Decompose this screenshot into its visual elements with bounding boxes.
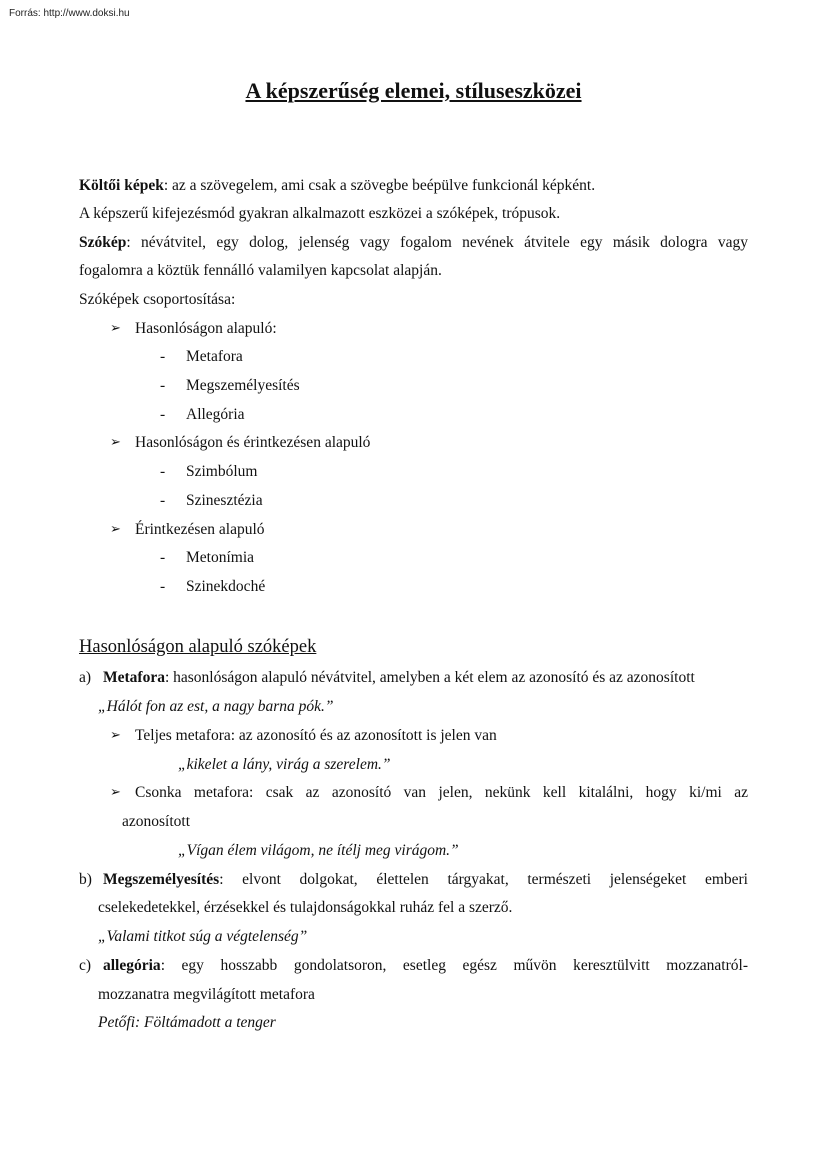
arrow-bullet-icon: ➢ — [110, 522, 121, 537]
source-url: Forrás: http://www.doksi.hu — [9, 8, 130, 19]
arrow-bullet-icon: ➢ — [110, 321, 121, 336]
grouping-heading: Szóképek csoportosítása: — [79, 291, 236, 308]
marker-a: a) — [79, 669, 92, 686]
csonka-metafora-line-1: Csonka metafora: csak az azonosító van jelen, nekünk kell kitalálni, hogy ki/mi az — [135, 784, 748, 801]
intro-line-2: A képszerű kifejezésmód gyakran alkalmazott eszközei a szóképek, trópusok. — [79, 205, 561, 222]
csonka-quote: „Vígan élem világom, ne ítélj meg virágom.” — [178, 842, 459, 859]
dash-bullet: - — [160, 377, 166, 394]
megszemelyesites-label: Megszemélyesítés — [103, 871, 220, 888]
szokep-label: Szókép — [79, 234, 127, 251]
metafora-label: Metafora — [103, 669, 165, 686]
dash-bullet: - — [160, 492, 166, 509]
list-item: Megszemélyesítés — [186, 377, 300, 394]
szokep-line-2: fogalomra a köztük fennálló valamilyen kapcsolat alapján. — [79, 262, 442, 279]
megszemelyesites-line-2: cselekedetekkel, érzésekkel és tulajdonságokkal ruház fel a szerző. — [98, 899, 513, 916]
intro-koltoi-line — [79, 176, 595, 196]
group-label: Hasonlóságon és érintkezésen alapuló — [135, 434, 371, 451]
teljes-quote: „kikelet a lány, virág a szerelem.” — [178, 756, 391, 773]
group-label: Érintkezésen alapuló — [135, 521, 265, 538]
list-item: Metafora — [186, 348, 243, 365]
arrow-bullet-icon: ➢ — [110, 435, 121, 450]
list-item: Metonímia — [186, 549, 255, 566]
list-item: Szinesztézia — [186, 492, 263, 509]
list-item: Szinekdoché — [186, 578, 266, 595]
dash-bullet: - — [160, 463, 166, 480]
metafora-line — [103, 668, 695, 688]
megszemelyesites-quote: „Valami titkot súg a végtelenség” — [98, 928, 308, 945]
megszemelyesites-text-1: : elvont dolgokat, élettelen tárgyakat, természeti jelenségeket emberi — [219, 871, 748, 888]
section-heading: Hasonlóságon alapuló szóképek — [79, 637, 317, 657]
list-item: Szimbólum — [186, 463, 258, 480]
allegoria-line-2: mozzanatra megvilágított metafora — [98, 986, 315, 1003]
allegoria-text-1: : egy hosszabb gondolatsoron, esetleg egész művön keresztülvitt mozzanatról- — [160, 957, 748, 974]
dash-bullet: - — [160, 406, 166, 423]
arrow-bullet-icon: ➢ — [110, 728, 121, 743]
megszemelyesites-line-1 — [103, 870, 748, 890]
marker-b: b) — [79, 871, 92, 888]
arrow-bullet-icon: ➢ — [110, 785, 121, 800]
koltoi-label: Költői képek — [79, 177, 164, 194]
dash-bullet: - — [160, 578, 166, 595]
koltoi-text: : az a szövegelem, ami csak a szövegbe beépülve funkcionál képként. — [163, 177, 596, 194]
marker-c: c) — [79, 957, 92, 974]
metafora-text: : hasonlóságon alapuló névátvitel, amelyben a két elem az azonosító és az azonosított — [164, 669, 695, 686]
group-label: Hasonlóságon alapuló: — [135, 320, 277, 337]
szokep-text-1: : névátvitel, egy dolog, jelenség vagy fogalom nevének átvitele egy másik dologra vagy — [126, 234, 748, 251]
allegoria-line-1 — [103, 956, 748, 976]
dash-bullet: - — [160, 348, 166, 365]
csonka-metafora-line-2: azonosított — [122, 813, 191, 830]
szokep-line-1 — [79, 233, 748, 253]
list-item: Allegória — [186, 406, 245, 423]
page-title: A képszerűség elemei, stíluseszközei — [245, 78, 582, 103]
allegoria-label: allegória — [103, 957, 161, 974]
teljes-metafora: Teljes metafora: az azonosító és az azonosított is jelen van — [135, 727, 497, 744]
dash-bullet: - — [160, 549, 166, 566]
metafora-quote: „Hálót fon az est, a nagy barna pók.” — [98, 698, 334, 715]
allegoria-quote: Petőfi: Föltámadott a tenger — [98, 1014, 276, 1031]
